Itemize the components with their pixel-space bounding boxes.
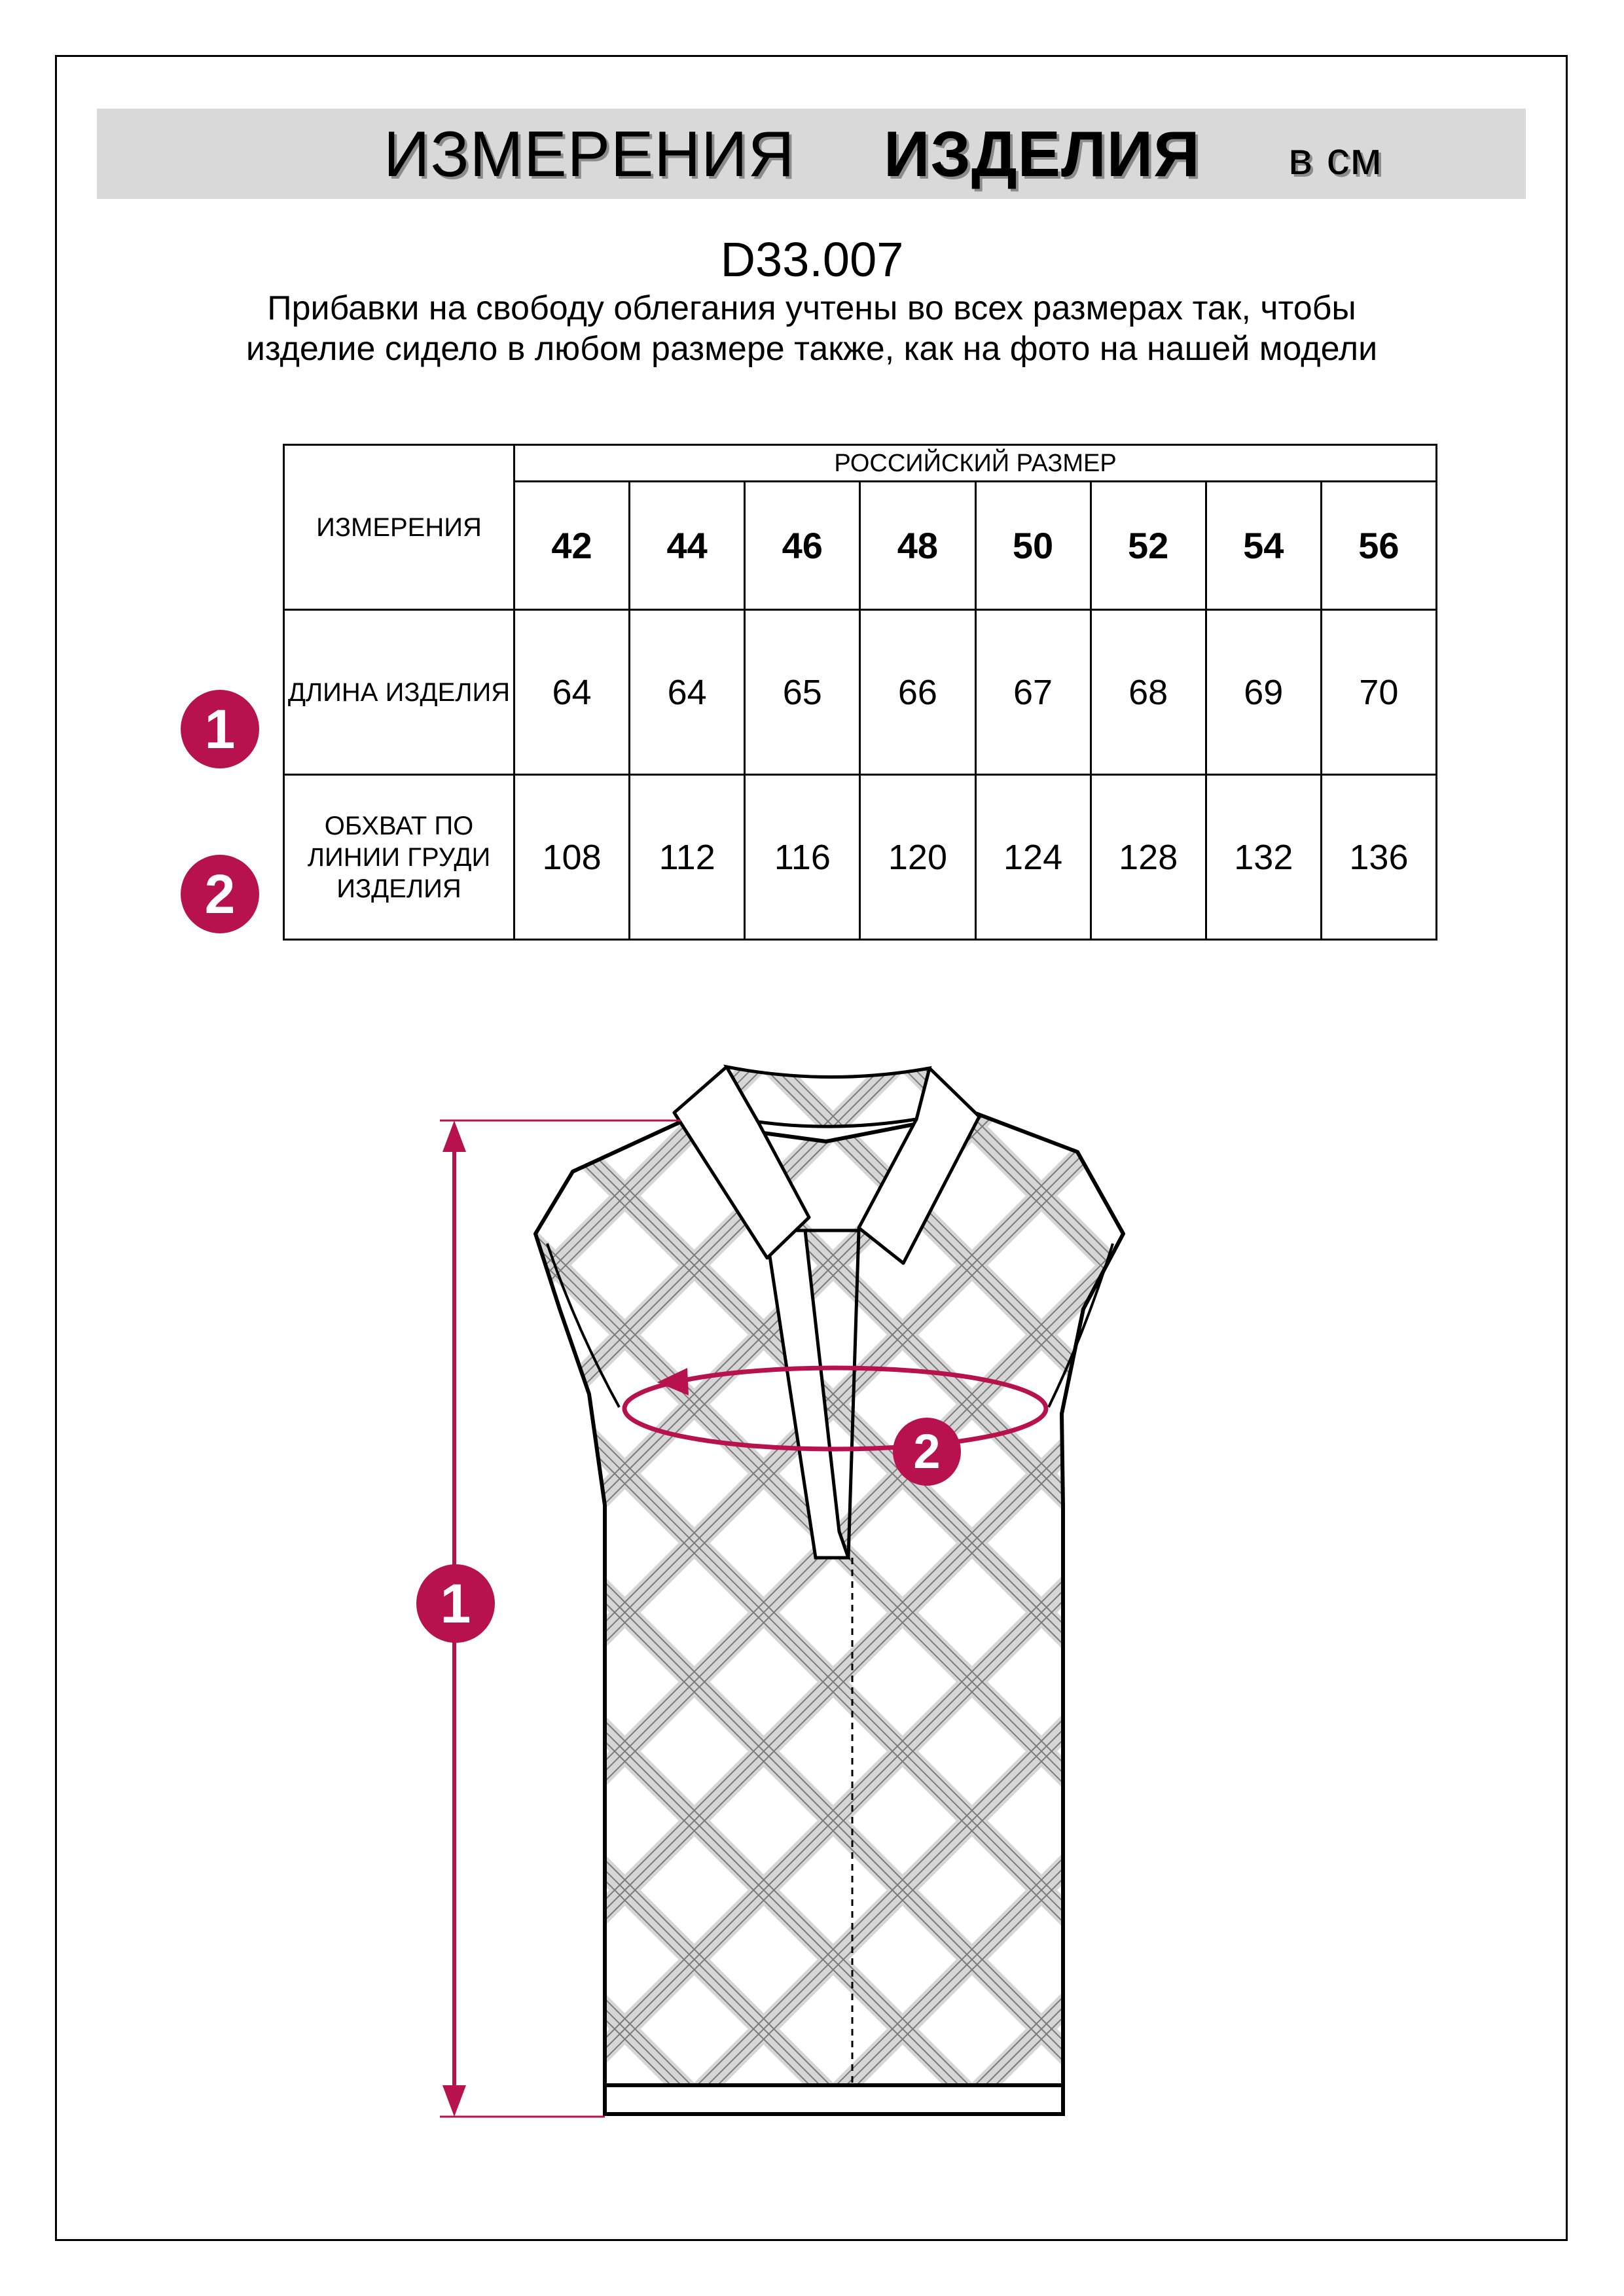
value-cell: 120 [860,775,975,940]
value-cell: 128 [1091,775,1206,940]
size-cell: 50 [975,482,1091,610]
value-cell: 108 [514,775,630,940]
length-arrow-top [442,1121,466,1152]
collar-back [727,1067,929,1126]
value-cell: 67 [975,610,1091,775]
dress-body [535,1113,1123,2114]
title-unit: в см [1288,133,1382,184]
value-cell: 112 [630,775,745,940]
value-cell: 69 [1206,610,1321,775]
size-cell: 56 [1321,482,1436,610]
size-cell: 46 [745,482,860,610]
diagram-badge-length: 1 [416,1564,495,1643]
value-cell: 66 [860,610,975,775]
size-cell: 42 [514,482,630,610]
size-cell: 54 [1206,482,1321,610]
value-cell: 70 [1321,610,1436,775]
row-label-length: ДЛИНА ИЗДЕЛИЯ [284,610,514,775]
diagram-badge-chest: 2 [893,1418,961,1486]
value-cell: 124 [975,775,1091,940]
value-cell: 64 [630,610,745,775]
row-label-chest: ОБХВАТ ПО ЛИНИИ ГРУДИ ИЗДЕЛИЯ [284,775,514,940]
value-cell: 116 [745,775,860,940]
model-code: D33.007 [720,232,904,287]
fit-note: Прибавки на свободу облегания учтены во всех размерах так, чтобы изделие сидело в любом размере также, как на фото на нашей модели [245,289,1378,368]
value-cell: 132 [1206,775,1321,940]
value-cell: 64 [514,610,630,775]
marker-badge-chest: 2 [181,855,259,933]
length-arrow-bottom [442,2085,466,2117]
value-cell: 65 [745,610,860,775]
hem-band [605,2085,1063,2114]
corner-label: ИЗМЕРЕНИЯ [284,445,514,610]
title-measurements: ИЗМЕРЕНИЯ [384,118,795,190]
size-cell: 44 [630,482,745,610]
marker-badge-length: 1 [181,690,259,768]
value-cell: 68 [1091,610,1206,775]
value-cell: 136 [1321,775,1436,940]
title-garment: ИЗДЕЛИЯ [884,118,1200,190]
size-cell: 48 [860,482,975,610]
size-cell: 52 [1091,482,1206,610]
region-header: РОССИЙСКИЙ РАЗМЕР [514,445,1437,482]
